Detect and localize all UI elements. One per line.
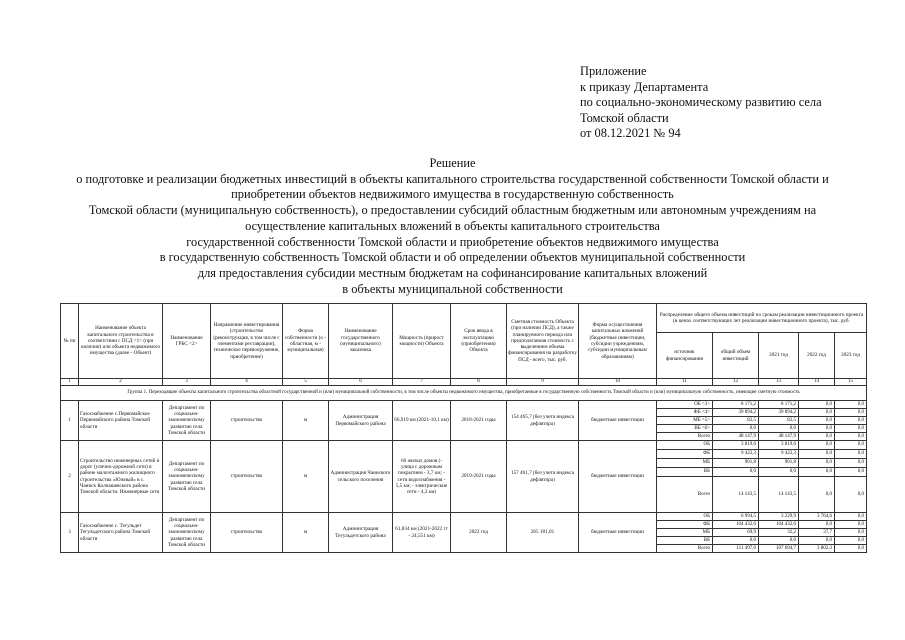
value-2023: 0,0	[835, 450, 867, 459]
ownership: м	[283, 513, 329, 553]
ownership: м	[283, 441, 329, 513]
appendix-block	[580, 64, 822, 142]
column-number: 3	[163, 379, 211, 386]
value-2021: 0,0	[759, 468, 799, 477]
value-2021: 14 143,5	[759, 477, 799, 513]
total-value: 0,0	[713, 425, 759, 433]
column-number: 13	[759, 379, 799, 386]
value-2023: 0,0	[835, 529, 867, 537]
estimate: 157 461,7 (без учета индекса дефлятора)	[507, 441, 579, 513]
value-2021: 3 819,6	[759, 441, 799, 450]
investment-form: бюджетные инвестиции	[579, 513, 657, 553]
title-line: для предоставления субсидии местным бюджетам на софинансирование капитальных вложений	[197, 265, 708, 280]
row-number: 2	[61, 441, 79, 513]
value-2021: 901,8	[759, 459, 799, 468]
capacity: 61,834 км (2021-2022 гг - 24,551 км)	[393, 513, 451, 553]
appendix-line: Томской области	[580, 110, 669, 125]
value-2021: 32,2	[759, 529, 799, 537]
title-line: Решение	[429, 156, 476, 170]
table-row	[61, 441, 867, 450]
title-line: о подготовке и реализации бюджетных инвестиций в объекты капитального строительства государственной собственности Томской области и	[76, 171, 829, 186]
header-grbs: Наименование ГРБС <2>	[163, 304, 211, 379]
total-value: 111 497,0	[713, 545, 759, 553]
appendix-line: Приложение	[580, 64, 647, 78]
value-2021: 107 694,7	[759, 545, 799, 553]
header-deadline: Срок ввода в эксплуатацию (приобретения) Объекта	[451, 304, 507, 379]
total-value: 39 894,2	[713, 409, 759, 417]
header-capacity: Мощность (прирост мощности) Объекта	[393, 304, 451, 379]
estimate: 154 465,7 (без учета индекса дефлятора)	[507, 401, 579, 441]
appendix-line: от 08.12.2021 № 94	[580, 126, 681, 141]
value-2023: 0,0	[835, 477, 867, 513]
funding-source: ОБ	[657, 513, 713, 521]
deadline: 2018-2021 годы	[451, 401, 507, 441]
document-title	[40, 156, 865, 297]
value-2023: 0,0	[835, 409, 867, 417]
grbs-name: Департамент по социально-экономическому развитию села Томской области	[163, 441, 211, 513]
column-number: 2	[79, 379, 163, 386]
value-2023: 0,0	[835, 537, 867, 545]
funding-source: ВБ	[657, 468, 713, 477]
value-2022: 3 802,3	[799, 545, 835, 553]
header-form: Форма осуществления капитальных вложений (бюджетные инвестиции, субсидии учреждениям, субсидии муниципальным образованиям)	[579, 304, 657, 379]
title-line: государственной собственности Томской области и приобретение объектов недвижимого имущества	[186, 234, 719, 249]
value-2022: 3 764,6	[799, 513, 835, 521]
estimate: 265 181,01	[507, 513, 579, 553]
grbs-name: Департамент по социально-экономическому развитию села Томской области	[163, 513, 211, 553]
customer: Администрация Тегульдетского района	[329, 513, 393, 553]
header-2022: 2022 год	[799, 333, 835, 379]
group-title: Группа 1. Переходящие объекты капитального строительства областной государственной и (или) муниципальной собственности, в том числе объекты недвижимого имущества, приобретаемые в государственную собственность Томской области и (или) муниципальную собственность, имеющие сметную стоимость	[61, 386, 867, 401]
title-line: осуществление капитальных вложений в объекты капитального строительства	[245, 218, 660, 233]
value-2023: 0,0	[835, 433, 867, 441]
column-number: 12	[713, 379, 759, 386]
value-2022: 0,0	[799, 468, 835, 477]
header-direction: Направление инвестирования (строительство (реконструкция, в том числе с элементами реставрации), техническое перевооружение, приобретение)	[211, 304, 283, 379]
customer: Администрация Чаинского сельского поселения	[329, 441, 393, 513]
header-source: источник финансирования	[657, 333, 713, 379]
funding-source: ОБ <3>	[657, 401, 713, 409]
funding-source: ФБ	[657, 521, 713, 529]
value-2021: 3 229,9	[759, 513, 799, 521]
header-ownership: Форма собственности (о - областная, м - муниципальная)	[283, 304, 329, 379]
total-value: 14 143,5	[713, 477, 759, 513]
header-row	[61, 304, 867, 333]
header-distribution: Распределение общего объема инвестиций по срокам реализации инвестиционного проекта (в ценах соответствующих лет реализации инвестиционного проекта), тыс. руб.	[657, 304, 867, 333]
value-2022: 0,0	[799, 521, 835, 529]
value-2021: 0,0	[759, 425, 799, 433]
funding-source: МБ	[657, 459, 713, 468]
direction: строительство	[211, 441, 283, 513]
funding-source: МБ <5>	[657, 417, 713, 425]
group-row	[61, 386, 867, 401]
total-value: 8 171,2	[713, 401, 759, 409]
appendix-line: по социально-экономическому развитию села	[580, 95, 822, 110]
table-row	[61, 401, 867, 409]
row-number: 1	[61, 401, 79, 441]
value-2023: 0,0	[835, 401, 867, 409]
header-object-name: Наименование объекта капитального строительства в соответствии с ПСД <1> (при наличии) или объекта недвижимого имущества (далее - Объект)	[79, 304, 163, 379]
investment-form: бюджетные инвестиции	[579, 401, 657, 441]
value-2022: 0,0	[799, 433, 835, 441]
value-2022: 0,0	[799, 425, 835, 433]
investment-form: бюджетные инвестиции	[579, 441, 657, 513]
value-2021: 0,0	[759, 537, 799, 545]
direction: строительство	[211, 401, 283, 441]
column-number-row	[61, 379, 867, 386]
value-2021: 9 422,3	[759, 450, 799, 459]
row-number: 3	[61, 513, 79, 553]
appendix-line: к приказу Департамента	[580, 79, 709, 94]
title-line: в объекты муниципальной собственности	[342, 281, 563, 296]
total-value: 48 147,9	[713, 433, 759, 441]
value-2022: 0,0	[799, 401, 835, 409]
funding-source: Всего	[657, 477, 713, 513]
title-line: Томской области (муниципальную собственность), о предоставлении субсидий областным бюджетным или автономным учреждениям на	[88, 203, 817, 218]
value-2021: 104 432,6	[759, 521, 799, 529]
column-number: 9	[507, 379, 579, 386]
title-line: приобретении объектов недвижимого имущества в государственную собственность	[231, 187, 674, 202]
object-name: Газоснабжение с. Тегульдет Тегульдетского района Томской области	[79, 513, 163, 553]
value-2023: 0,0	[835, 425, 867, 433]
column-number: 4	[211, 379, 283, 386]
funding-source: МБ	[657, 529, 713, 537]
header-estimate: Сметная стоимость Объекта (при наличии ПСД), а также планируемого периода или предполагаемая стоимость с выделением объема финансирования на разработку ПСД - всего, тыс. руб.	[507, 304, 579, 379]
total-value: 901,8	[713, 459, 759, 468]
column-number: 15	[835, 379, 867, 386]
object-name: Строительство инженерных сетей и дорог (улично-дорожной сети) в районе малоэтажного жилищного строительства «Южный» в с. Чаинск Колпашевского района Томской области. Инженерные сети	[79, 441, 163, 513]
total-value: 3 819,6	[713, 441, 759, 450]
table-row	[61, 513, 867, 521]
value-2021: 48 147,9	[759, 433, 799, 441]
value-2021: 39 894,2	[759, 409, 799, 417]
funding-source: ВБ	[657, 537, 713, 545]
value-2023: 0,0	[835, 441, 867, 450]
deadline: 2019-2021 годы	[451, 441, 507, 513]
header-2023: 2023 год	[835, 333, 867, 379]
object-name: Газоснабжение с.Первомайское Первомайского района Томской области	[79, 401, 163, 441]
customer: Администрация Первомайского района	[329, 401, 393, 441]
total-value: 9 422,3	[713, 450, 759, 459]
column-number: 10	[579, 379, 657, 386]
column-number: 11	[657, 379, 713, 386]
column-number: 5	[283, 379, 329, 386]
value-2023: 0,0	[835, 521, 867, 529]
column-number: 8	[451, 379, 507, 386]
funding-source: ОБ	[657, 441, 713, 450]
ownership: м	[283, 401, 329, 441]
column-number: 14	[799, 379, 835, 386]
value-2023: 0,0	[835, 545, 867, 553]
funding-source: Всего	[657, 545, 713, 553]
funding-source: ФБ <4>	[657, 409, 713, 417]
value-2022: 37,7	[799, 529, 835, 537]
total-value: 82,5	[713, 417, 759, 425]
value-2022: 0,0	[799, 450, 835, 459]
value-2022: 0,0	[799, 537, 835, 545]
value-2023: 0,0	[835, 468, 867, 477]
total-value: 6 994,5	[713, 513, 759, 521]
value-2023: 0,0	[835, 459, 867, 468]
funding-source: ВБ <6>	[657, 425, 713, 433]
value-2022: 0,0	[799, 409, 835, 417]
total-value: 104 432,6	[713, 521, 759, 529]
total-value: 0,0	[713, 537, 759, 545]
funding-source: ФБ	[657, 450, 713, 459]
grbs-name: Департамент по социально-экономическому развитию села Томской области	[163, 401, 211, 441]
header-customer: Наименование государственного (муниципального) заказчика	[329, 304, 393, 379]
value-2022: 0,0	[799, 417, 835, 425]
column-number: 6	[329, 379, 393, 386]
column-number: 1	[61, 379, 79, 386]
column-number: 7	[393, 379, 451, 386]
capacity: 66,919 км (2021-10,1 км)	[393, 401, 451, 441]
value-2021: 8 171,2	[759, 401, 799, 409]
header-no: № пп	[61, 304, 79, 379]
capacity: 66 жилых домов (- улица с дорожным покрытием - 3,7 км; - сети водоснабжения - 5,5 км; - электрические сети - 4,3 км)	[393, 441, 451, 513]
value-2022: 0,0	[799, 477, 835, 513]
title-line: в государственную собственность Томской области и об определении объектов муниципальной собственности	[159, 250, 746, 265]
investment-table	[60, 303, 867, 553]
value-2022: 0,0	[799, 459, 835, 468]
value-2021: 82,5	[759, 417, 799, 425]
funding-source: Всего	[657, 433, 713, 441]
header-total: общий объем инвестиций	[713, 333, 759, 379]
total-value: 69,9	[713, 529, 759, 537]
deadline: 2022 год	[451, 513, 507, 553]
value-2023: 0,0	[835, 417, 867, 425]
direction: строительство	[211, 513, 283, 553]
value-2022: 0,0	[799, 441, 835, 450]
value-2023: 0,0	[835, 513, 867, 521]
total-value: 0,0	[713, 468, 759, 477]
header-2021: 2021 год	[759, 333, 799, 379]
